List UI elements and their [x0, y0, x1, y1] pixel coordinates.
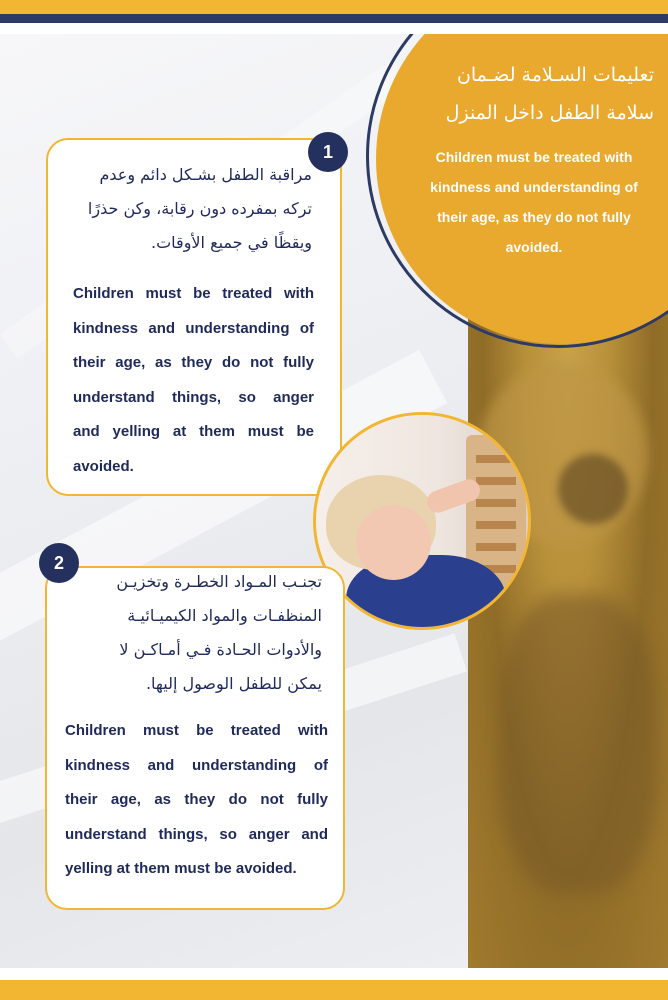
- arabic-line: مراقبة الطفل بشـكل دائم وعدم: [99, 165, 312, 184]
- card-number-badge: 2: [39, 543, 79, 583]
- header-body-line: kindness and understanding of: [430, 179, 638, 195]
- english-line: Children must be treated with: [65, 722, 328, 739]
- arabic-line: يمكن للطفل الوصول إليها.: [145, 674, 322, 693]
- bottom-gap: [0, 968, 668, 980]
- english-line: their age, as they do not fully: [73, 354, 314, 371]
- header-body-line: Children must be treated with: [435, 149, 633, 165]
- english-line: and yelling at them must be: [73, 423, 314, 440]
- arabic-line: المنظفـات والمواد الكيميـائيـة: [127, 606, 322, 625]
- english-line: kindness and understanding of: [65, 756, 328, 774]
- card-2-arabic-text: [60, 565, 322, 701]
- photo-blur-shape: [498, 594, 658, 894]
- english-line: understand things, so anger and: [65, 825, 328, 843]
- header-body: [404, 142, 664, 262]
- photo-child-face: [356, 505, 431, 580]
- card-number-badge: 1: [308, 132, 348, 172]
- english-line: kindness and understanding of: [73, 319, 314, 337]
- child-photo: [313, 412, 531, 630]
- header-title: [400, 56, 654, 132]
- arabic-line: والأدوات الحـادة فـي أمـاكـن لا: [119, 640, 322, 659]
- arabic-line: تجنـب المـواد الخطـرة وتخزيـن: [116, 572, 322, 591]
- top-gap: [0, 23, 668, 34]
- header-body-line: avoided.: [505, 239, 563, 255]
- header-body-line: their age, as they do not fully: [437, 209, 631, 225]
- header-title-line: تعليمات السـلامة لضـمان: [456, 64, 654, 86]
- photo-blur-shape: [558, 454, 628, 524]
- english-line: yelling at them must be avoided.: [65, 860, 297, 877]
- arabic-line: ويقظًا في جميع الأوقات.: [151, 233, 312, 252]
- english-line: avoided.: [73, 457, 134, 475]
- english-line: Children must be treated with: [73, 285, 314, 302]
- header-title-line: سلامة الطفل داخل المنزل: [445, 102, 654, 124]
- bottom-accent-bar: [0, 980, 668, 1000]
- card-1-arabic-text: [60, 158, 312, 260]
- english-line: understand things, so anger: [73, 388, 314, 406]
- english-line: their age, as they do not fully: [65, 791, 328, 808]
- top-accent-bar: [0, 0, 668, 14]
- arabic-line: تركه بمفرده دون رقابة، وكن حذرًا: [87, 199, 312, 218]
- card-2-english-text: [65, 714, 328, 887]
- card-1-english-text: [73, 277, 314, 484]
